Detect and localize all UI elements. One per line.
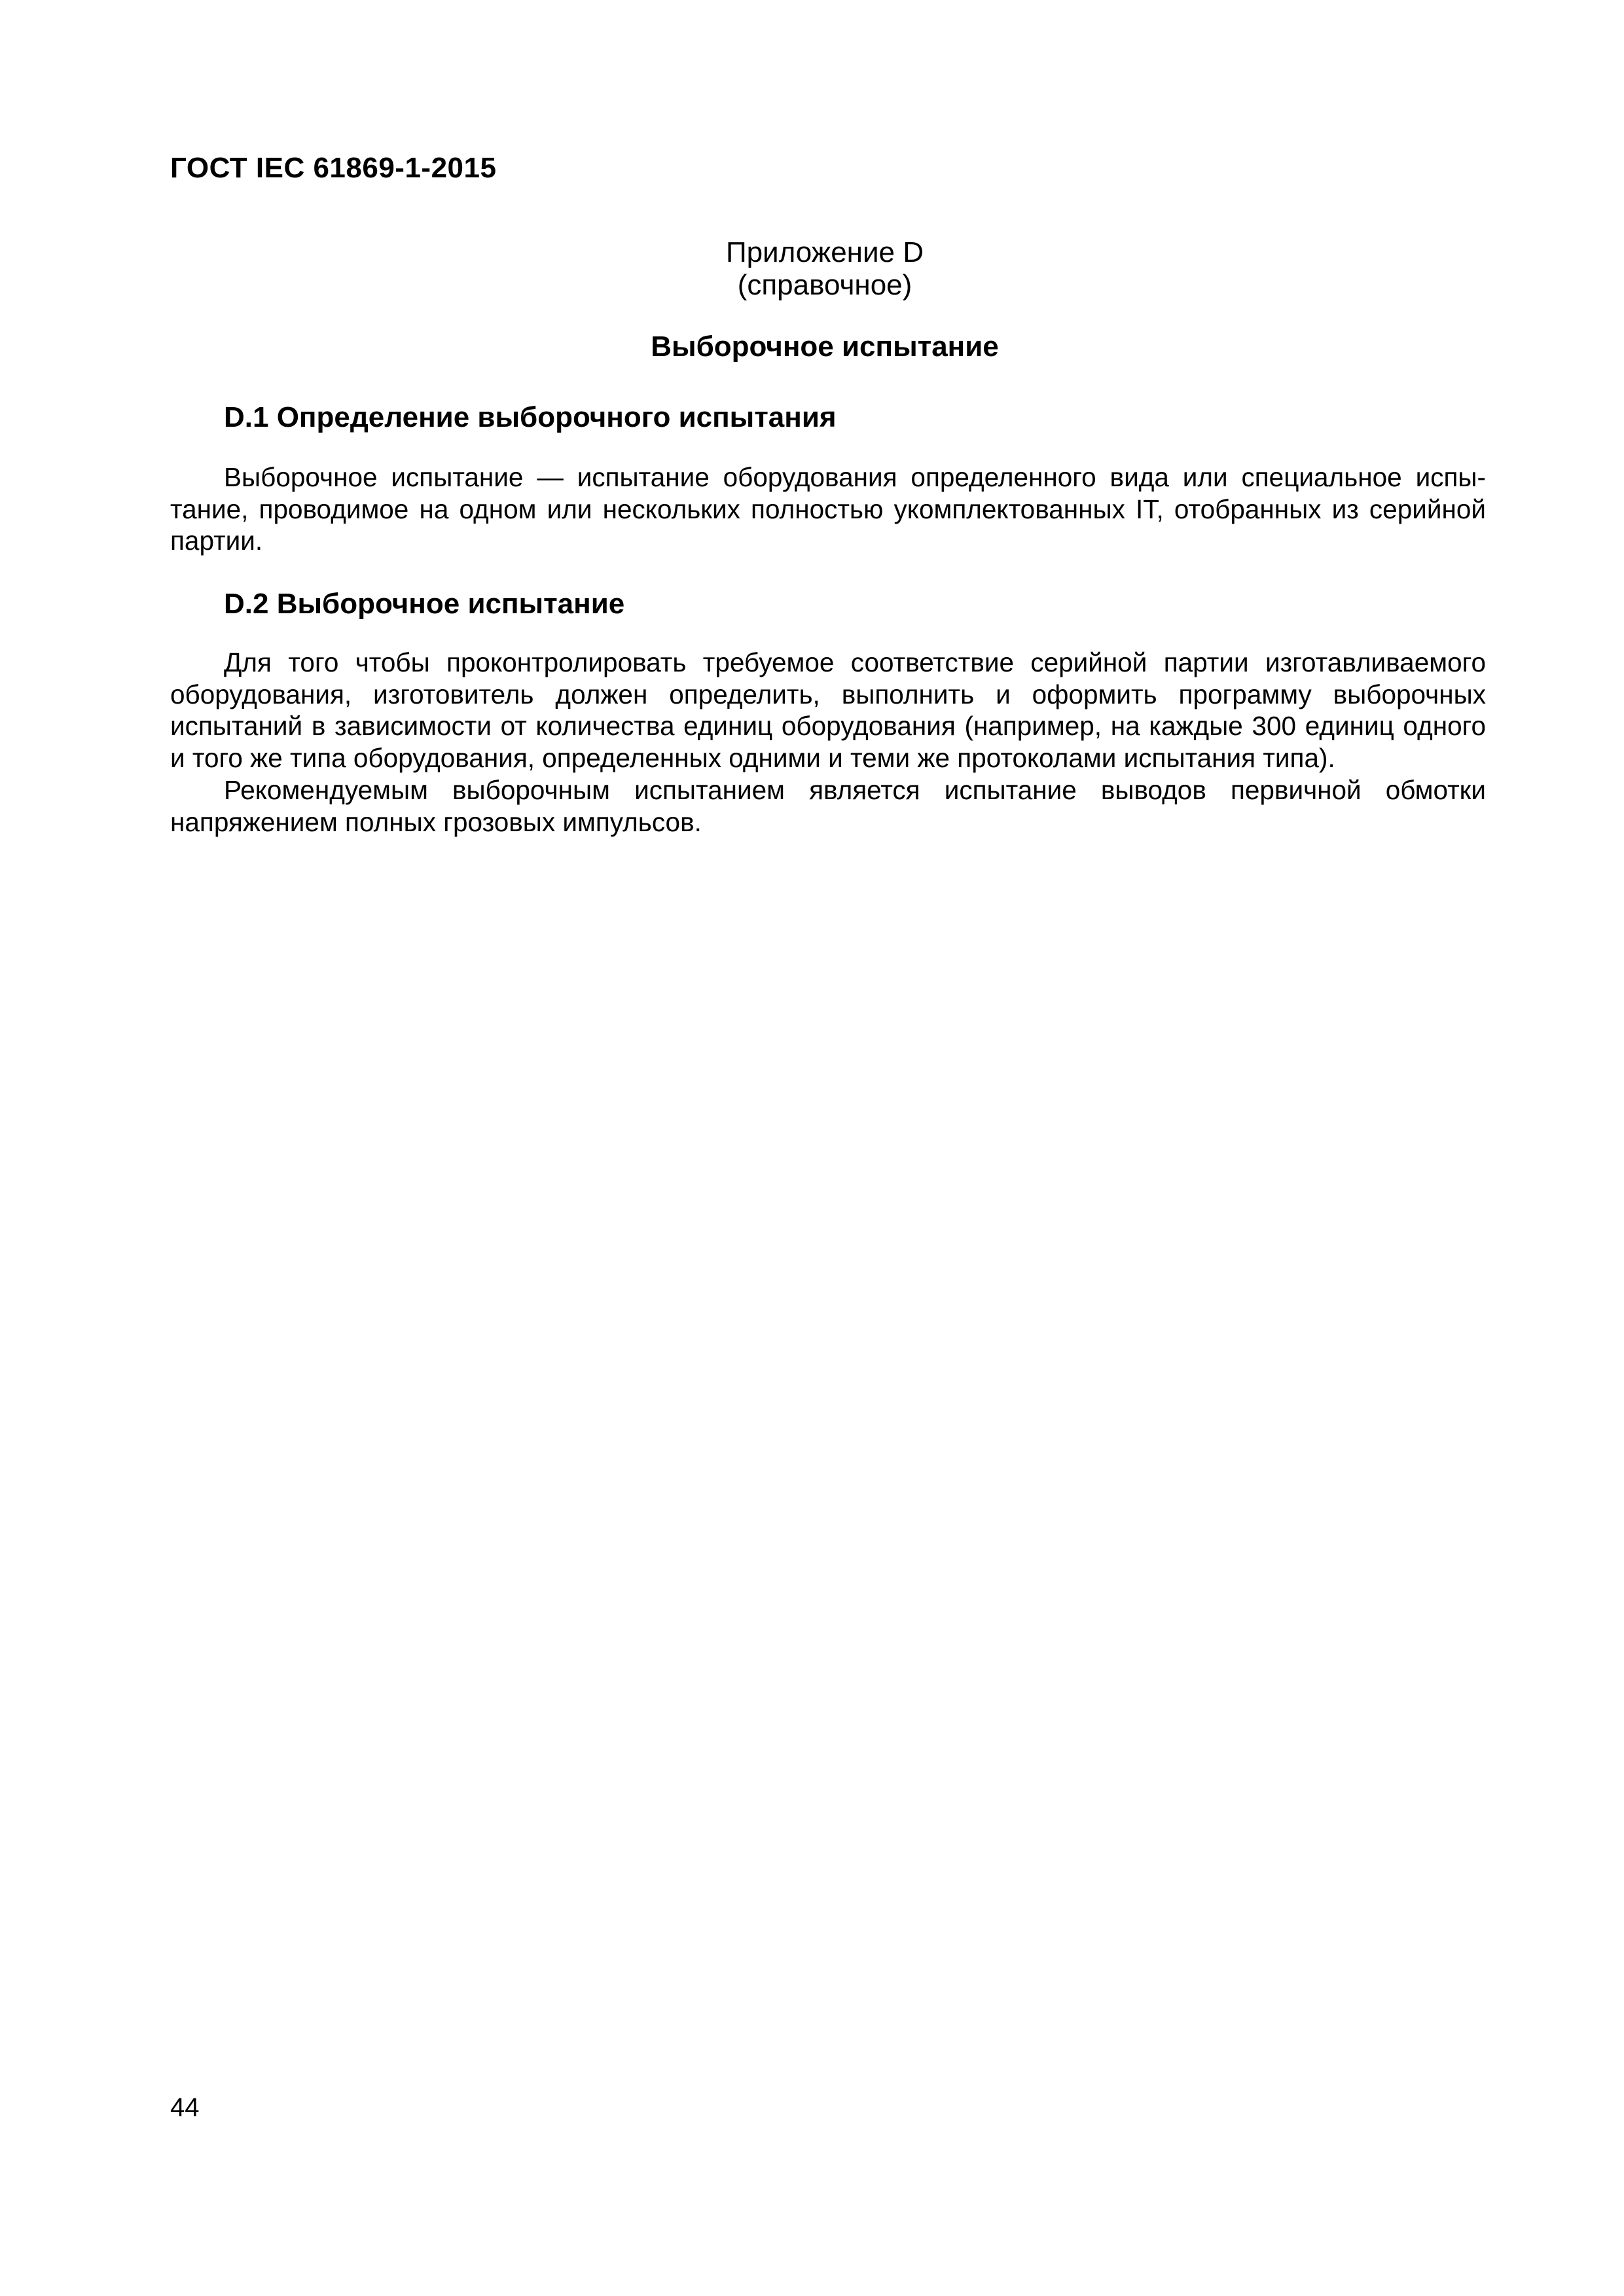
standard-code: ГОСТ IEC 61869-1-2015	[170, 152, 497, 184]
annex-title: Приложение D	[725, 236, 924, 268]
section-d2-paragraph-2: Рекомендуемым выборочным испытанием является испытание выводов первичной обмотки напряжением полных грозовых импульсов.	[170, 775, 1486, 837]
annex-kind: (справочное)	[737, 269, 912, 301]
section-d1-paragraph: Выборочное испытание — испытание оборудования определенного вида или специальное испы-тание, проводимое на одном или нескольких полностью укомплектованных IT, отобранных из серийной партии.	[170, 462, 1486, 556]
section-d2-paragraph-1: Для того чтобы проконтролировать требуемое соответствие серийной партии изготавливаемого оборудования, изготовитель должен определить, выполнить и оформить программу выборочных испытаний в зависимости от количества единиц оборудования (например, на каждые 300 единиц одного и того же типа оборудования, определенных одними и теми же протоколами испытания типа).	[170, 647, 1486, 773]
section-d1-title: D.1 Определение выборочного испытания	[224, 401, 837, 433]
section-d2-title: D.2 Выборочное испытание	[224, 588, 625, 620]
annex-heading: Выборочное испытание	[651, 331, 999, 363]
page-number: 44	[170, 2093, 200, 2122]
